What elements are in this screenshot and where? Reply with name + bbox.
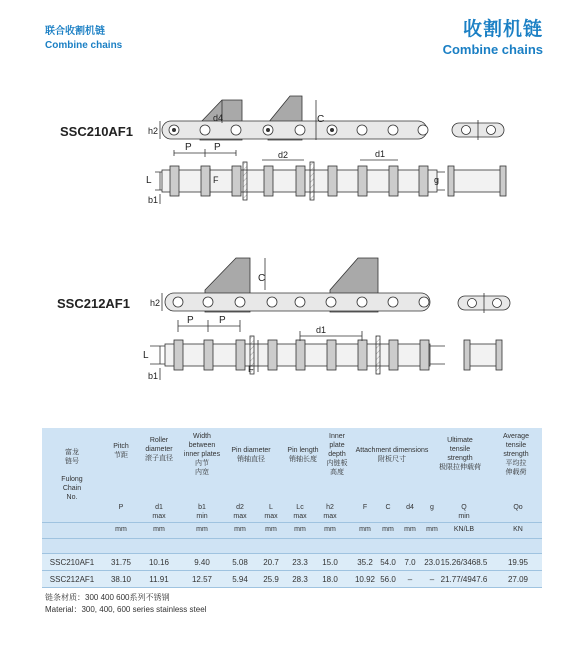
- model-label-1: SSC210AF1: [60, 124, 133, 139]
- row2-cell-8: 56.0: [380, 575, 396, 584]
- d2-label-b1: b1: [148, 371, 159, 381]
- unit-cell-6: mm: [324, 526, 336, 533]
- material-note-cn: 链条材质：300 400 600系列不锈钢: [45, 593, 170, 602]
- row2-cell-1: 11.91: [149, 575, 169, 584]
- header-right-cn: 收割机链: [462, 19, 543, 40]
- unit-cell-4: mm: [265, 526, 277, 533]
- header-roller: Roller diameter 滚子直径: [145, 437, 173, 462]
- unit-cell-3: mm: [234, 526, 246, 533]
- drawing1-end-view: [452, 120, 504, 140]
- specs-table: [42, 428, 542, 588]
- unit-cell-2: mm: [196, 526, 208, 533]
- unit-cell-7: mm: [359, 526, 371, 533]
- header-left-cn: 联合收割机链: [45, 26, 105, 37]
- header-attachment: Attachment dimensions 附板尺寸: [355, 447, 429, 463]
- d1-label-f: F: [213, 175, 219, 185]
- row1-cell-11: 15.26/3468.5: [440, 558, 488, 567]
- unit-cell-0: mm: [115, 526, 127, 533]
- symbol-cell-10: g: [430, 504, 434, 511]
- row1-cell-9: 7.0: [404, 558, 416, 567]
- symbol-cell-6: h2 max: [323, 504, 337, 520]
- symbol-cell-7: F: [362, 504, 368, 511]
- symbol-cell-12: Qo: [513, 504, 523, 511]
- d2-label-f: F: [248, 364, 254, 374]
- row2-cell-3: 5.94: [232, 575, 248, 584]
- row1-cell-3: 5.08: [232, 558, 248, 567]
- d1-label-c: C: [317, 114, 325, 125]
- d2-label-p1: P: [187, 315, 194, 326]
- drawing2-end-view: [458, 293, 510, 313]
- d2-label-p2: P: [219, 315, 226, 326]
- header-pin-diameter: Pin diameter 销轴直径: [231, 447, 271, 463]
- drawing1-side-view: [160, 96, 428, 157]
- symbol-cell-2: b1 min: [196, 504, 208, 520]
- symbol-cell-4: L max: [264, 504, 278, 520]
- d2-label-c: C: [258, 273, 266, 284]
- header-ultimate-strength: Ultimate tensile strength 极限拉伸载荷: [439, 437, 481, 471]
- d1-label-b1: b1: [148, 195, 159, 205]
- drawing2-top-view: [150, 331, 445, 380]
- d2-label-d1: d1: [316, 325, 327, 335]
- unit-cell-12: KN: [513, 526, 523, 533]
- row2-cell-6: 18.0: [322, 575, 338, 584]
- material-note-en: Material：300, 400, 600 series stainless steel: [45, 605, 207, 614]
- d1-label-p2: P: [214, 142, 221, 153]
- row2-cell-4: 25.9: [263, 575, 279, 584]
- unit-cell-5: mm: [294, 526, 306, 533]
- header-plate-depth: Inner plate depth 内链板 高度: [326, 433, 348, 476]
- row1-cell-12: 19.95: [507, 558, 529, 567]
- d1-label-h2: h2: [148, 126, 159, 136]
- drawing2-end-top-view: [464, 340, 502, 370]
- row2-cell-5: 28.3: [292, 575, 308, 584]
- d1-label-d4: d4: [213, 113, 224, 123]
- d1-label-g: g: [434, 175, 440, 185]
- unit-cell-10: mm: [426, 526, 438, 533]
- row1-cell-4: 20.7: [263, 558, 279, 567]
- header-right-en: Combine chains: [442, 42, 543, 57]
- symbol-cell-1: d1 max: [152, 504, 166, 520]
- d1-label-l: L: [146, 175, 152, 186]
- row1-cell-1: 10.16: [148, 558, 170, 567]
- d1-label-d1: d1: [375, 149, 386, 159]
- row1-cell-0: 31.75: [110, 558, 132, 567]
- row2-cell-7: 10.92: [354, 575, 376, 584]
- row1-cell-2: 9.40: [194, 558, 210, 567]
- symbol-cell-3: d2 max: [233, 504, 247, 520]
- model-label-2: SSC212AF1: [57, 296, 130, 311]
- symbol-cell-0: P: [118, 504, 124, 511]
- symbol-cell-9: d4: [406, 504, 414, 511]
- row1-cell-8: 54.0: [380, 558, 396, 567]
- row2-cell-0: 38.10: [110, 575, 132, 584]
- symbol-cell-8: C: [385, 504, 391, 511]
- drawing1-end-top-view: [448, 166, 506, 196]
- header-pin-length: Pin length 销轴长度: [287, 447, 319, 463]
- symbol-cell-5: Lc max: [293, 504, 307, 520]
- d1-label-p1: P: [185, 142, 192, 153]
- drawing1-top-view: [155, 160, 445, 204]
- header-width: Width between inner plates 内节 内宽: [183, 433, 221, 476]
- row1-cell-10: 23.0: [424, 558, 440, 567]
- unit-cell-8: mm: [382, 526, 394, 533]
- header-pitch: Pitch 节距: [113, 443, 129, 459]
- row1-cell-7: 35.2: [357, 558, 373, 567]
- row2-cell-12: 27.09: [507, 575, 529, 584]
- drawing2-side-view: [162, 258, 430, 332]
- header-fulong: 富龙 链号 Fulong Chain No.: [61, 449, 83, 501]
- row2-cell-2: 12.57: [191, 575, 213, 584]
- row1-cell-6: 15.0: [322, 558, 338, 567]
- row2-cell-9: –: [407, 575, 413, 584]
- row1-cell-5: 23.3: [292, 558, 308, 567]
- row2-cell-11: 21.77/4947.6: [440, 575, 488, 584]
- d1-label-d2: d2: [278, 150, 289, 160]
- d2-label-l: L: [143, 350, 149, 361]
- symbol-cell-11: Q min: [458, 504, 470, 520]
- row-chain-no: SSC212AF1: [49, 575, 95, 584]
- unit-cell-1: mm: [153, 526, 165, 533]
- header-average-strength: Average tensile strength 平均拉 伸载荷: [503, 433, 529, 476]
- row-chain-no: SSC210AF1: [49, 558, 95, 567]
- unit-cell-11: KN/LB: [453, 526, 475, 533]
- unit-cell-9: mm: [404, 526, 416, 533]
- row2-cell-10: –: [429, 575, 435, 584]
- header-left-en: Combine chains: [45, 40, 123, 51]
- d2-label-h2: h2: [150, 298, 161, 308]
